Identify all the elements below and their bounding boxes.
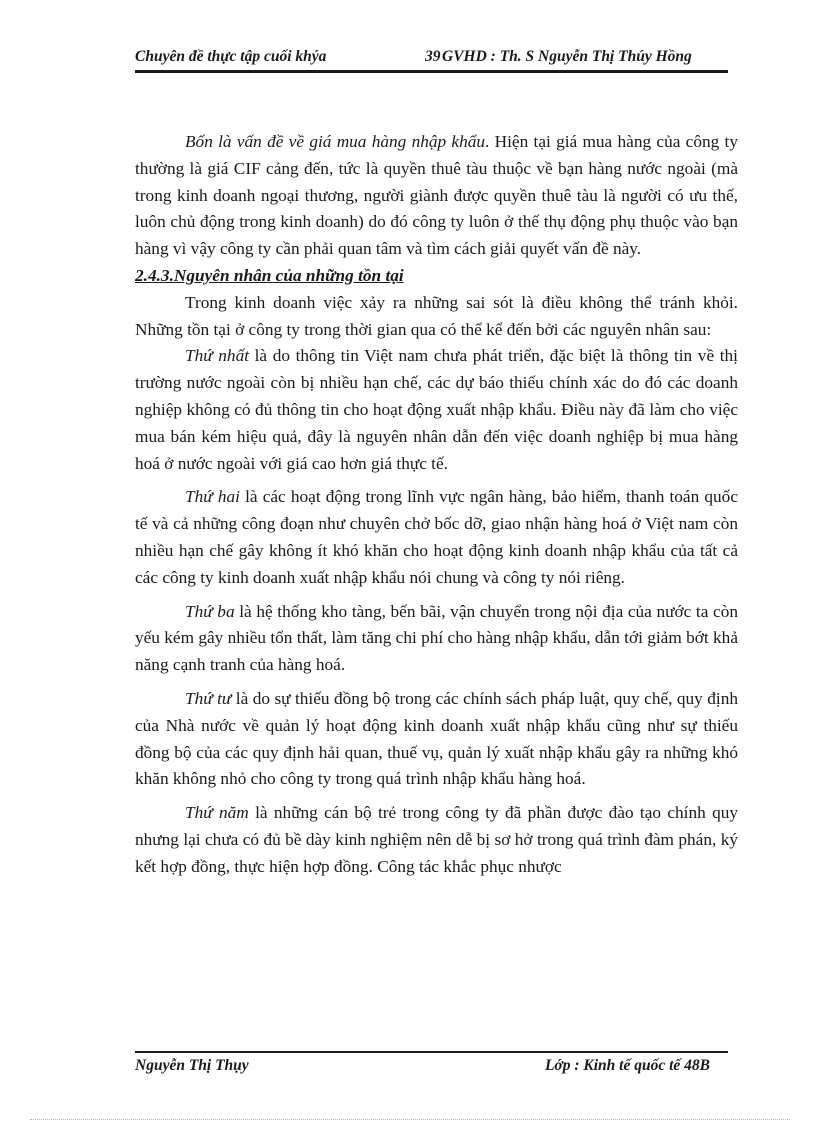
paragraph-text: là hệ thống kho tàng, bến bãi, vận chuyển trong nội địa của nước ta còn yếu kém gây nhiều tổn thất, làm tăng chi phí cho hàng nhập khẩu, dẫn tới giảm bớt khả năng cạnh tranh của hàng hoá. (135, 601, 738, 675)
paragraph-third-cause (135, 599, 738, 679)
header-rule (135, 70, 728, 73)
page-edge-divider (30, 1119, 790, 1120)
paragraph-lead: Thứ năm (185, 803, 249, 823)
paragraph-intro: Trong kinh doanh việc xảy ra những sai sót là điều không thể tránh khỏi. Những tồn tại ở công ty trong thời gian qua có thể kể đến bởi các nguyên nhân sau: (135, 292, 738, 339)
paragraph-lead: Bốn là vấn đề về giá mua hàng nhập khẩu (185, 132, 486, 151)
paragraph-fifth-cause (135, 800, 738, 880)
paragraph-text: là các hoạt động trong lĩnh vực ngân hàng, bảo hiểm, thanh toán quốc tế và cả những công đoạn như chuyên chở bốc dỡ, giao nhận hàng hoá ở Việt nam còn nhiều hạn chế gây không ít khó khăn cho hoạt động kinh doanh nhập khẩu của tất cả các công ty kinh doanh xuất nhập khẩu nói chung và công ty nói riêng. (135, 487, 738, 587)
paragraph-text: là do sự thiếu đồng bộ trong các chính sách pháp luật, quy chế, quy định của Nhà nước về quản lý hoạt động kinh doanh xuất nhập khẩu cũng như sự thiếu đồng bộ của các quy định hải quan, thuế vụ, quản lý xuất nhập khẩu gây ra những khó khăn không nhỏ cho công ty trong quá trình nhập khẩu hàng hoá. (135, 688, 738, 789)
section-heading: 2.4.3.Nguyên nhân của những tồn tại (135, 265, 404, 285)
document-body (135, 129, 738, 881)
footer-rule (135, 1051, 728, 1053)
header-supervisor: GVHD : Th. S Nguyễn Thị Thúy Hồng (442, 48, 692, 65)
header-report-title: Chuyên đề thực tập cuối khýa (135, 48, 327, 65)
paragraph-text: là do thông tin Việt nam chưa phát triển, đặc biệt là thông tin về thị trường nước ngoài còn bị nhiều hạn chế, các dự báo thiếu chính xác do đó các doanh nghiệp không có đủ thông tin cho hoạt động xuất nhập khẩu. Điều này đã làm cho việc mua bán kém hiệu quả, đây là nguyên nhân dẫn đến việc doanh nghiệp bị mua hàng hoá ở nước ngoài với giá cao hơn giá thực tế. (135, 346, 738, 473)
paragraph-price-issue (135, 129, 738, 263)
paragraph-second-cause (135, 484, 738, 591)
header-page-number: 39 (425, 48, 441, 65)
paragraph-lead: Thứ nhất (185, 346, 250, 366)
paragraph-lead: Thứ tư (185, 688, 232, 708)
footer-class: Lớp : Kinh tế quốc tế 48B (544, 1057, 710, 1074)
paragraph-first-cause (135, 343, 738, 477)
paragraph-lead: Thứ hai (185, 487, 240, 507)
paragraph-text: . Hiện tại giá mua hàng của công ty thường là giá CIF cảng đến, tức là quyền thuê tàu thuộc về bạn hàng nước ngoài (mà trong kinh doanh ngoại thương, người giành được quyền thuê tàu là người có ưu thế, luôn chủ động trong kinh doanh) do đó công ty luôn ở thế thụ động phụ thuộc vào bạn hàng vì vậy công ty cần phải quan tâm và tìm cách giải quyết vấn đề này. (135, 132, 738, 259)
paragraph-fourth-cause (135, 686, 738, 793)
paragraph-text: là những cán bộ trẻ trong công ty đã phần được đào tạo chính quy nhưng lại chưa có đủ bề dày kinh nghiệm nên dễ bị sơ hở trong quá trình đàm phán, ký kết hợp đồng, thực hiện hợp đồng. Công tác khắc phục nhược (135, 803, 738, 876)
footer-author: Nguyễn Thị Thụy (135, 1057, 249, 1074)
paragraph-lead: Thứ ba (185, 601, 235, 621)
